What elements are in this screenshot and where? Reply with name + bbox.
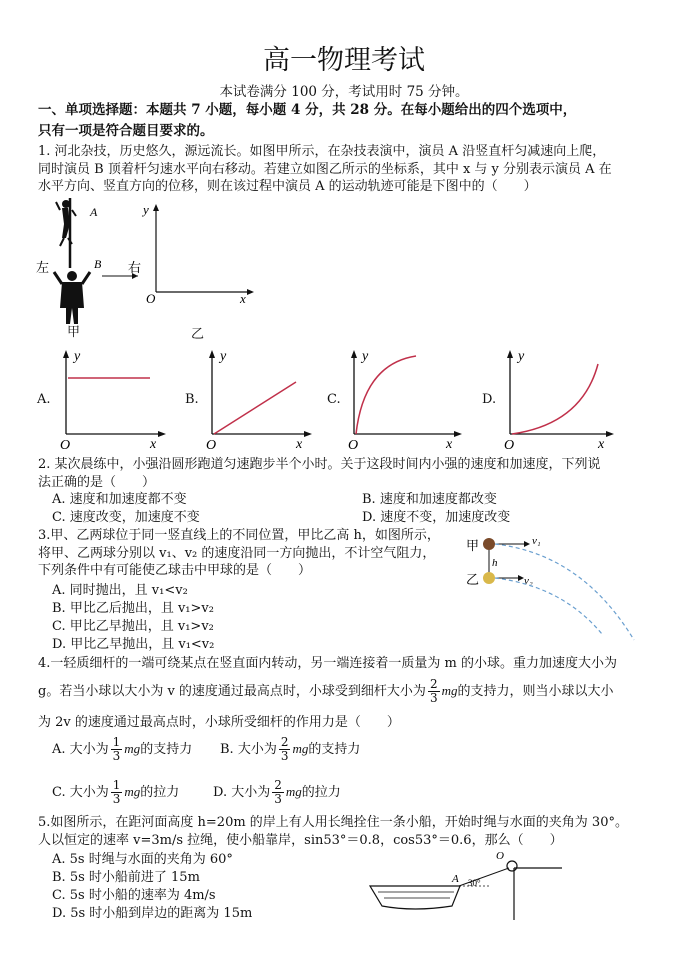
q4-b-frac [279, 736, 291, 763]
axis-x-label: x [446, 437, 453, 450]
frac-den: 3 [280, 749, 289, 763]
axis-y-label: y [74, 349, 81, 364]
q1-line3: 水平方向、竖直方向的位移，则在该过程中演员 A 的运动轨迹可能是下图中的（ ） [38, 179, 537, 194]
q4-d-post: 的拉力 [301, 785, 341, 800]
q2-option-b: B. 速度和加速度都改变 [362, 492, 497, 507]
fig-label-yi: 乙 [466, 572, 480, 587]
q5-option-d: D. 5s 时小船到岸边的距离为 15m [52, 906, 253, 921]
rope [459, 868, 509, 886]
q4-c-frac [111, 779, 123, 806]
exam-subtitle: 本试卷满分 100 分，考试用时 75 分钟。 [219, 84, 469, 100]
q3-option-b: B. 甲比乙后抛出，且 v₁>v₂ [52, 601, 214, 616]
question-1-text [38, 143, 660, 196]
q3-line1: 3.甲、乙两球位于同一竖直线上的不同位置，甲比乙高 h，如图所示， [38, 528, 440, 543]
performer-b-silhouette [54, 271, 90, 324]
boat [370, 886, 460, 909]
q1-graph-b [202, 344, 322, 450]
q3-option-d: D. 甲比乙早抛出，且 v₁<v₂ [52, 637, 215, 652]
x-axis-arrow [454, 431, 462, 437]
frac-den: 3 [112, 792, 121, 806]
frac-num: 1 [112, 735, 121, 749]
q5-option-b: B. 5s 时小船前进了 15m [52, 870, 200, 885]
q4-a-pre: A. 大小为 [52, 742, 109, 757]
q2-line2: 法正确的是（ ） [38, 474, 156, 490]
q1-graph-d [500, 344, 624, 450]
label-b: B [94, 257, 102, 271]
origin-label: O [146, 291, 156, 306]
frac-num: 2 [280, 735, 289, 749]
ball-jia [483, 538, 495, 550]
frac-den: 3 [274, 792, 282, 806]
q1-line2: 同时演员 B 顶着杆匀速水平向右移动。若建立如图乙所示的坐标系，其中 x 与 y 分别表示演员 A 在 [38, 161, 612, 177]
q2-option-d: D. 速度不变，加速度改变 [362, 510, 511, 525]
q4-mg: mg [441, 683, 458, 698]
q4-option-b [220, 736, 360, 763]
axis-y-label: y [518, 349, 525, 364]
question-5-text [38, 814, 668, 849]
boat-point-label: A [452, 873, 459, 885]
origin-label: O [504, 438, 515, 450]
trajectory-curve [512, 364, 598, 434]
q3-line2: 将甲、乙两球分别以 v₁、v₂ 的速度沿同一方向抛出，不计空气阻力， [38, 545, 436, 561]
caption-jia: 甲 [67, 325, 81, 340]
q3-line3: 下列条件中有可能使乙球击中甲球的是（ ） [38, 563, 312, 578]
section-heading [38, 100, 663, 142]
boat-pulley-figure [364, 846, 564, 922]
q1-option-a-label: A. [37, 392, 51, 407]
ball-yi [483, 572, 495, 584]
q4-c-pre: C. 大小为 [52, 785, 109, 800]
q4-a-frac [111, 736, 123, 763]
q1-option-d-label: D. [482, 392, 497, 407]
x-axis-arrow [304, 431, 312, 437]
mg: mg [124, 741, 141, 756]
label-left: 左 [36, 260, 50, 275]
performer-a-silhouette [56, 200, 76, 246]
mg: mg [285, 784, 302, 799]
q5-option-a: A. 5s 时绳与水面的夹角为 60° [52, 852, 233, 867]
v1-label: v₁ [532, 535, 541, 547]
angle-label: 30° [468, 878, 481, 888]
q2-line1: 2. 某次晨练中，小强沿圆形跑道匀速跑步半个小时。关于这段时间内小强的速度和加速度，下列说 [38, 457, 601, 472]
q5-option-c: C. 5s 时小船的速率为 4m/s [52, 888, 216, 903]
v2-label: v₂ [524, 575, 533, 587]
x-axis-arrow [158, 431, 166, 437]
q4-b-post: 的支持力 [308, 742, 361, 757]
axis-x-label: x [150, 437, 157, 450]
q4-d-pre: D. 大小为 [213, 785, 271, 800]
label-right: 右 [128, 260, 142, 275]
origin-label: O [206, 438, 217, 450]
q2-option-a: A. 速度和加速度都不变 [52, 492, 187, 507]
y-axis-arrow [351, 350, 357, 358]
frac-den: 3 [429, 691, 438, 705]
fig-label-jia: 甲 [466, 538, 480, 553]
q1-graph-a [56, 344, 176, 450]
axis-y-label: y [362, 349, 369, 364]
q4-line1: 4.一轻质细杆的一端可绕某点在竖直面内转动，另一端连接着一质量为 m 的小球。重力加速度大小为 [38, 656, 617, 671]
trajectory-yi [495, 578, 602, 634]
trajectory-jia [495, 544, 634, 640]
origin-label: O [60, 438, 71, 450]
projectile-figure [462, 530, 642, 646]
q2-option-c: C. 速度改变，加速度不变 [52, 510, 200, 525]
page-title: 高一物理考试 [263, 45, 425, 76]
q5-line1: 5.如图所示，在距河面高度 h=20m 的岸上有人用长绳拴住一条小船，开始时绳与水面的夹角为 30°。 [38, 815, 628, 830]
pulley [507, 861, 517, 871]
trajectory-curve [356, 356, 416, 434]
frac-den: 3 [112, 749, 121, 763]
x-axis-arrow [606, 431, 614, 437]
q4-line3: 为 2v 的速度通过最高点时，小球所受细杆的作用力是（ ） [38, 715, 400, 730]
q4-fraction-two-thirds [428, 678, 440, 705]
coordinate-axes-figure [140, 200, 260, 310]
frac-num: 2 [429, 677, 438, 691]
q4-option-d [213, 779, 341, 806]
section-heading-line1: 一、单项选择题：本题共 7 小题，每小题 4 分，共 28 分。在每小题给出的四个选项中， [38, 102, 577, 118]
y-axis-arrow [209, 350, 215, 358]
axis-x-label: x [598, 437, 605, 450]
frac-num: 1 [112, 778, 121, 792]
axis-x-label: x [240, 291, 246, 306]
question-3-text [38, 527, 458, 580]
q4-line2-post: 的支持力，则当小球以大小 [457, 684, 614, 699]
q1-option-c-label: C. [327, 392, 341, 407]
pulley-label: O [496, 850, 504, 862]
y-axis-arrow [63, 350, 69, 358]
q4-b-pre: B. 大小为 [220, 742, 277, 757]
q4-line2 [38, 678, 663, 705]
q4-a-post: 的支持力 [140, 742, 193, 757]
height-label: h [492, 557, 498, 569]
q3-option-c: C. 甲比乙早抛出，且 v₁>v₂ [52, 619, 214, 634]
q1-line1: 1. 河北杂技，历史悠久，源远流长。如图甲所示，在杂技表演中，演员 A 沿竖直杆匀减速向上爬， [38, 144, 606, 159]
label-a: A [90, 205, 98, 219]
question-2-text [38, 456, 660, 491]
origin-label: O [348, 438, 359, 450]
y-axis-arrow [507, 350, 513, 358]
axis-x-label: x [296, 437, 303, 450]
q1-graph-c [344, 344, 472, 450]
trajectory-curve [214, 382, 296, 434]
q4-d-frac [272, 779, 284, 806]
mg: mg [124, 784, 141, 799]
axis-y-label: y [143, 202, 149, 217]
q4-c-post: 的拉力 [140, 785, 180, 800]
q5-line2: 人以恒定的速率 v=3m/s 拉绳，使小船靠岸，sin53°＝0.8，cos53°＝0.6，那么（ ） [38, 832, 563, 848]
q4-line2-pre: g。若当小球以大小为 v 的速度通过最高点时，小球受到细杆大小为 [38, 684, 426, 699]
acrobat-figure [36, 196, 146, 336]
q1-option-b-label: B. [185, 392, 199, 407]
q4-option-c [52, 779, 179, 806]
q3-option-a: A. 同时抛出，且 v₁<v₂ [52, 583, 188, 598]
q4-option-a [52, 736, 192, 763]
frac-num: 2 [274, 778, 282, 792]
caption-yi: 乙 [191, 327, 205, 342]
axis-y-label: y [220, 349, 227, 364]
mg: mg [292, 741, 309, 756]
section-heading-line2: 只有一项是符合题目要求的。 [38, 123, 214, 139]
